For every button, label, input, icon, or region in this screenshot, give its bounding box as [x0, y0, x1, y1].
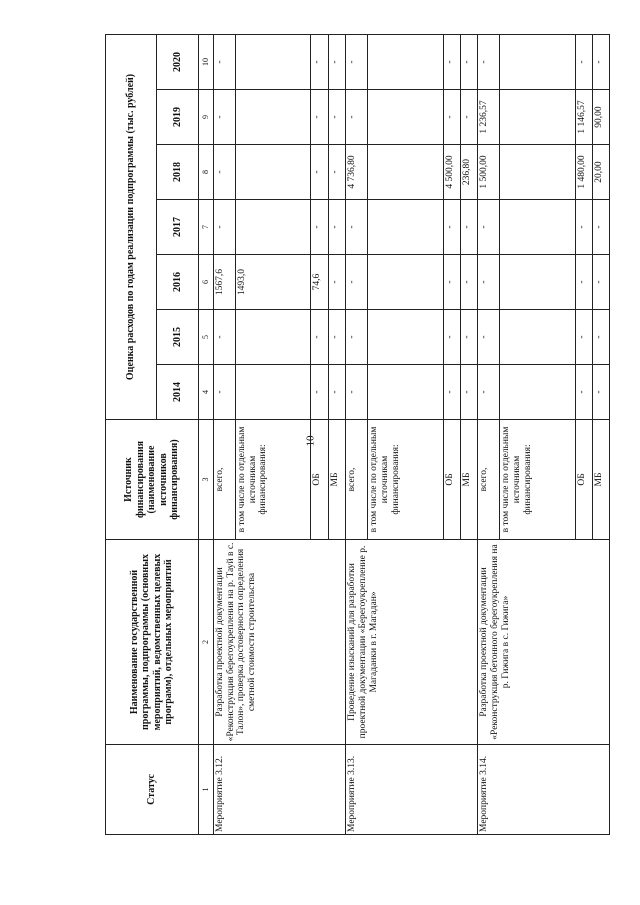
year-header: 2016 [157, 255, 199, 310]
table-row [345, 34, 367, 834]
value-cell: - [592, 310, 609, 365]
status-cell: Мероприятие 3.12. [213, 745, 345, 835]
source-cell: МБ [460, 420, 477, 540]
value-cell: - [477, 310, 499, 365]
value-cell: - [345, 200, 367, 255]
value-cell: - [460, 90, 477, 145]
source-cell: всего, [345, 420, 367, 540]
value-cell: - [328, 34, 345, 89]
source-cell: в том числе по отдельным источникам финансирования: [235, 420, 311, 540]
year-header: 2019 [157, 90, 199, 145]
column-number: 9 [198, 90, 213, 145]
value-cell: - [443, 34, 460, 89]
value-cell [367, 34, 443, 89]
header-estimate: Оценка расходов по годам реализации подпрограммы (тыс. рублей) [106, 34, 157, 419]
value-cell: - [575, 365, 592, 420]
value-cell: - [345, 310, 367, 365]
value-cell: - [345, 255, 367, 310]
value-cell: 90,00 [592, 90, 609, 145]
value-cell [235, 34, 311, 89]
value-cell: - [592, 255, 609, 310]
value-cell [499, 310, 575, 365]
rotated-table-container [105, 35, 610, 835]
column-number: 7 [198, 200, 213, 255]
page-number: 10 [304, 435, 317, 447]
value-cell: - [328, 200, 345, 255]
value-cell: 1567,6 [213, 255, 235, 310]
year-header: 2018 [157, 145, 199, 200]
value-cell: - [443, 365, 460, 420]
table-row [213, 34, 235, 834]
value-cell [367, 200, 443, 255]
value-cell: - [477, 200, 499, 255]
header-source: Источник финансирования (наименование источников финансирования) [106, 420, 199, 540]
measure-name-cell: Разработка проектной документации «Реконструкция берегоукрепления на р. Тауй в с. Талон», проверка достоверности определения сметной стоимости строительства [213, 540, 345, 745]
source-cell: ОБ [575, 420, 592, 540]
source-cell: ОБ [443, 420, 460, 540]
measure-name-cell: Проведение изысканий для разработки проектной документации «Берегоукрепление р. Магаданки в г. Магадан» [345, 540, 477, 745]
value-cell: - [592, 200, 609, 255]
value-cell: 1 236,57 [477, 90, 499, 145]
value-cell: - [328, 90, 345, 145]
value-cell: - [213, 365, 235, 420]
value-cell: 1 500,00 [477, 145, 499, 200]
value-cell: 1493,0 [235, 255, 311, 310]
value-cell: - [477, 255, 499, 310]
header-row [106, 34, 157, 834]
column-number: 8 [198, 145, 213, 200]
value-cell: - [460, 255, 477, 310]
value-cell: - [311, 365, 328, 420]
column-number: 2 [198, 540, 213, 745]
value-cell: - [213, 34, 235, 89]
value-cell: - [592, 365, 609, 420]
value-cell: - [477, 34, 499, 89]
value-cell: - [328, 365, 345, 420]
source-cell: всего, [213, 420, 235, 540]
value-cell: - [477, 365, 499, 420]
value-cell: - [213, 200, 235, 255]
value-cell: 4 500,00 [443, 145, 460, 200]
column-number: 10 [198, 34, 213, 89]
table-row [477, 34, 499, 834]
source-cell: ОБ [311, 420, 328, 540]
value-cell [367, 90, 443, 145]
column-number: 5 [198, 310, 213, 365]
value-cell [499, 34, 575, 89]
value-cell: - [311, 145, 328, 200]
value-cell: - [575, 200, 592, 255]
value-cell: - [460, 34, 477, 89]
value-cell [367, 145, 443, 200]
value-cell: - [592, 34, 609, 89]
value-cell: - [443, 310, 460, 365]
value-cell: - [460, 310, 477, 365]
value-cell [499, 365, 575, 420]
financing-table [105, 34, 610, 835]
value-cell [235, 310, 311, 365]
value-cell: - [311, 200, 328, 255]
value-cell: - [328, 255, 345, 310]
value-cell: - [311, 90, 328, 145]
value-cell [367, 310, 443, 365]
source-cell: в том числе по отдельным источникам финансирования: [499, 420, 575, 540]
value-cell [235, 200, 311, 255]
value-cell: - [328, 145, 345, 200]
column-number: 1 [198, 745, 213, 835]
header-status: Статус [106, 745, 199, 835]
value-cell: - [311, 310, 328, 365]
value-cell: 74,6 [311, 255, 328, 310]
column-number: 6 [198, 255, 213, 310]
status-cell: Мероприятие 3.13. [345, 745, 477, 835]
value-cell: - [443, 255, 460, 310]
value-cell: - [213, 310, 235, 365]
value-cell: 4 736,80 [345, 145, 367, 200]
year-header: 2017 [157, 200, 199, 255]
value-cell: - [311, 34, 328, 89]
source-cell: всего, [477, 420, 499, 540]
value-cell [367, 365, 443, 420]
value-cell: - [345, 90, 367, 145]
source-cell: МБ [328, 420, 345, 540]
value-cell: - [575, 255, 592, 310]
value-cell: 1 146,57 [575, 90, 592, 145]
value-cell: 20,00 [592, 145, 609, 200]
source-cell: МБ [592, 420, 609, 540]
year-header: 2020 [157, 34, 199, 89]
status-cell: Мероприятие 3.14. [477, 745, 609, 835]
value-cell [499, 90, 575, 145]
value-cell [499, 255, 575, 310]
value-cell: - [213, 90, 235, 145]
value-cell: - [575, 310, 592, 365]
value-cell: - [460, 365, 477, 420]
value-cell [235, 145, 311, 200]
year-header: 2014 [157, 365, 199, 420]
column-numbers-row [198, 34, 213, 834]
value-cell [499, 145, 575, 200]
value-cell: - [443, 90, 460, 145]
value-cell [235, 90, 311, 145]
value-cell: - [345, 365, 367, 420]
value-cell: - [213, 145, 235, 200]
source-cell: в том числе по отдельным источникам финансирования: [367, 420, 443, 540]
year-header: 2015 [157, 310, 199, 365]
column-number: 4 [198, 365, 213, 420]
measure-name-cell: Разработка проектной документации «Реконструкция бетонного берегоукрепления на р. Гижига в с. Гижига» [477, 540, 609, 745]
header-name: Наименование государственной программы, подпрограммы (основных мероприятий, ведомственных целевых программ), отдельных мероприятий [106, 540, 199, 745]
column-number: 3 [198, 420, 213, 540]
value-cell: - [460, 200, 477, 255]
value-cell: - [328, 310, 345, 365]
value-cell: 1 480,00 [575, 145, 592, 200]
value-cell: 236,80 [460, 145, 477, 200]
value-cell: - [443, 200, 460, 255]
value-cell [235, 365, 311, 420]
value-cell: - [575, 34, 592, 89]
value-cell [499, 200, 575, 255]
value-cell [367, 255, 443, 310]
value-cell: - [345, 34, 367, 89]
